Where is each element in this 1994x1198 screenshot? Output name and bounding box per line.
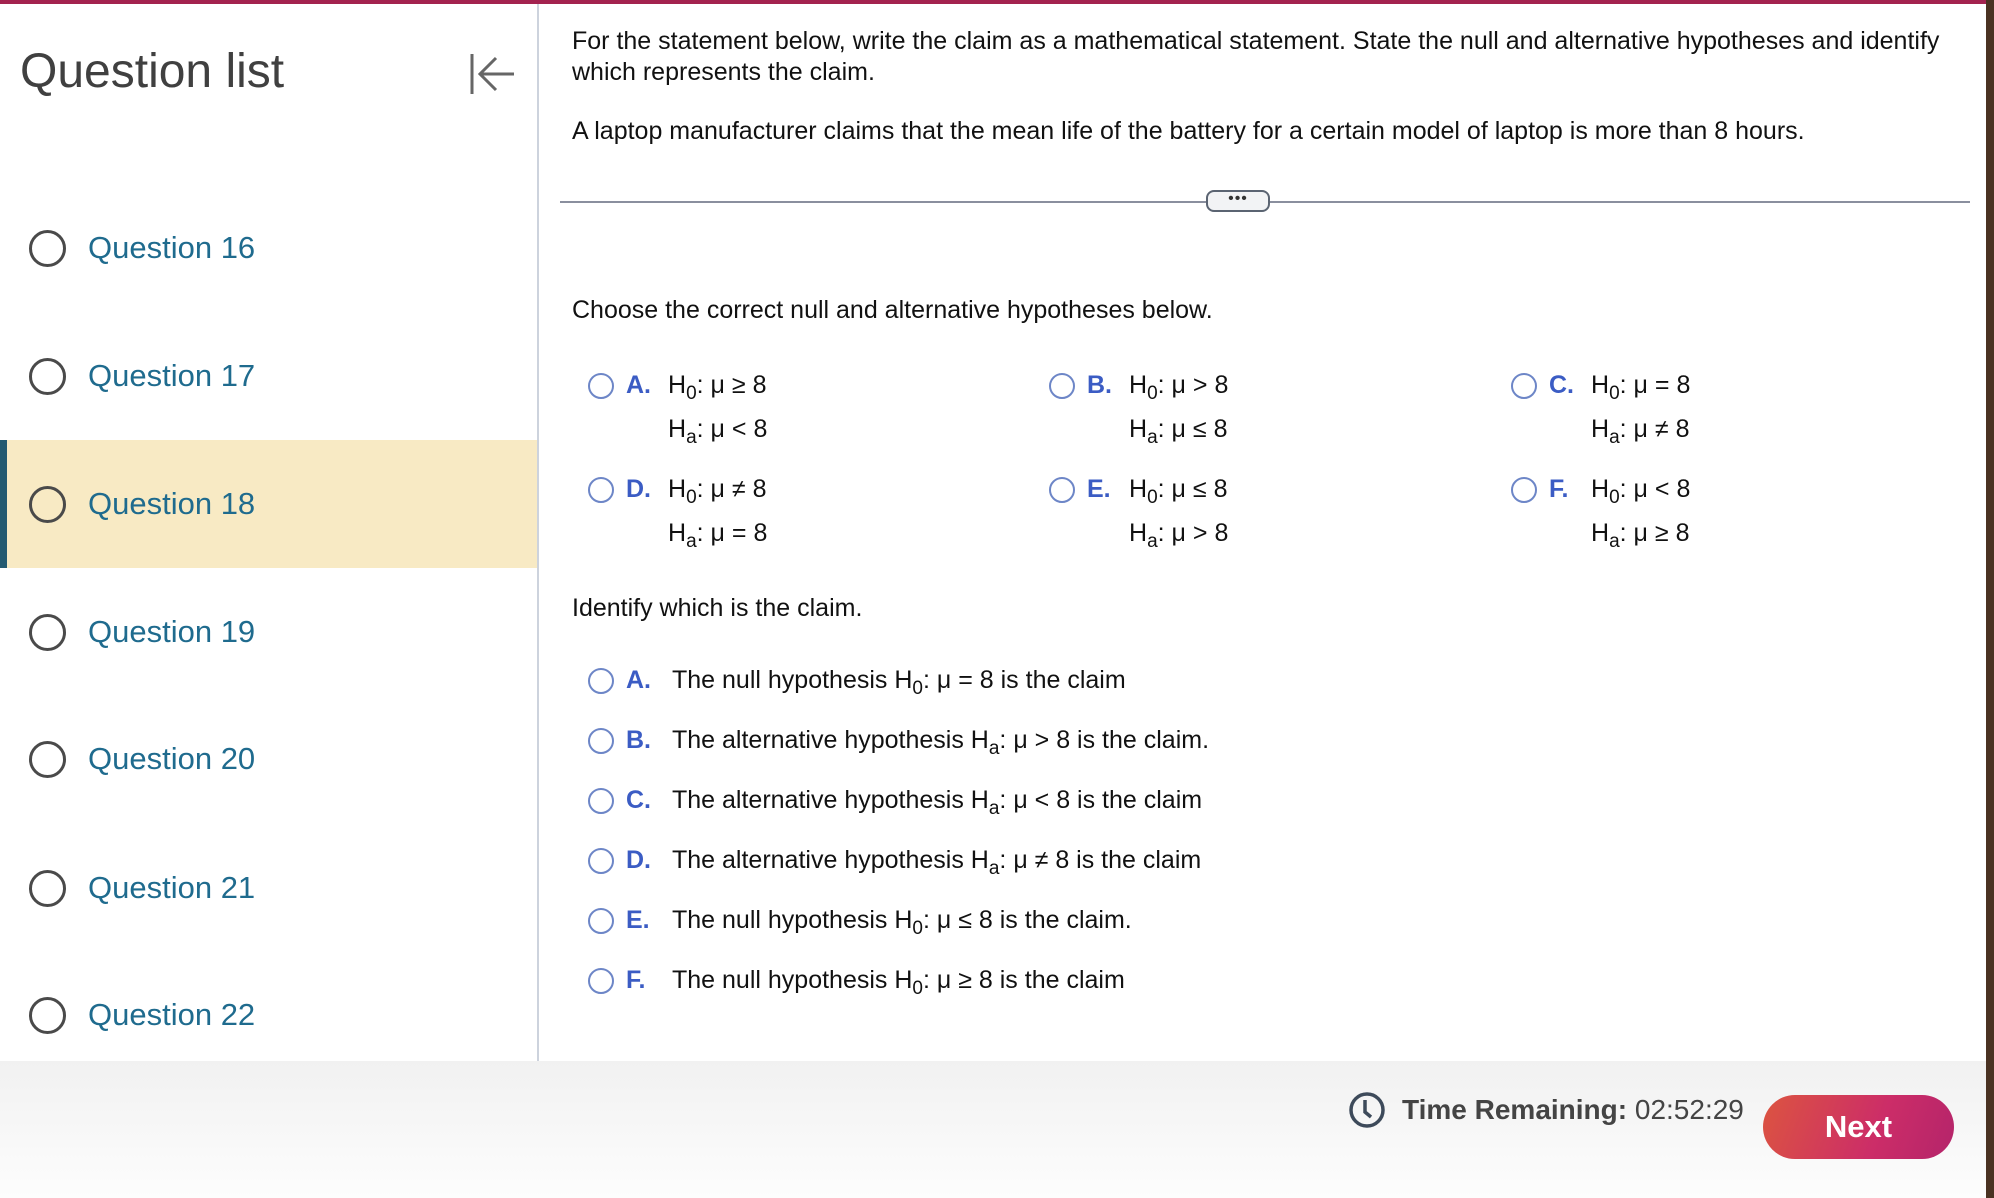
part1-prompt: Choose the correct null and alternative hypotheses below. (572, 296, 1213, 324)
radio-button[interactable] (1511, 477, 1537, 503)
option-letter: A. (626, 666, 651, 694)
radio-button[interactable] (1049, 373, 1075, 399)
radio-button[interactable] (588, 477, 614, 503)
sidebar-title: Question list (20, 45, 285, 98)
hypothesis-pair: $H_0$: μ > 8 $H_a$: μ ≤ 8 (1129, 371, 1229, 448)
alt-hypothesis: μ = 8 (710, 519, 768, 547)
option-letter: E. (1087, 475, 1111, 503)
claim-text (672, 906, 1132, 940)
claim-option-f[interactable] (588, 966, 1125, 1000)
question-label: Question 21 (88, 870, 256, 905)
option-letter: C. (626, 786, 651, 814)
radio-button[interactable] (588, 848, 614, 874)
claim-text-sub: 0 (912, 978, 923, 999)
claim-option-e[interactable] (588, 906, 1132, 940)
option-letter: B. (1087, 371, 1112, 399)
hypothesis-option-c[interactable] (1511, 371, 1690, 459)
claim-text (672, 666, 1126, 700)
claim-text (672, 966, 1125, 1000)
null-hypothesis: μ = 8 (1633, 371, 1691, 399)
question-label: Question 22 (88, 997, 256, 1032)
status-circle-icon (29, 358, 66, 395)
part2-prompt: Identify which is the claim. (572, 594, 863, 622)
status-circle-icon (29, 230, 66, 267)
question-label: Question 19 (88, 614, 256, 649)
claim-text-sub: 0 (912, 918, 923, 939)
hypothesis-option-d[interactable] (588, 475, 767, 563)
time-value: 02:52:29 (1634, 1094, 1744, 1125)
question-item-22[interactable] (0, 951, 537, 1061)
option-letter: E. (626, 906, 650, 934)
claim-text-sub: 0 (912, 678, 923, 699)
claim-text-post: : μ ≠ 8 is the claim (999, 846, 1202, 874)
question-statement: A laptop manufacturer claims that the mean life of the battery for a certain model of laptop is more than 8 hours. (572, 117, 1805, 145)
hypothesis-pair: $H_0$: μ ≠ 8 $H_a$: μ = 8 (668, 475, 768, 552)
time-label: Time Remaining: (1402, 1094, 1628, 1125)
alt-hypothesis: μ ≤ 8 (1171, 415, 1228, 443)
claim-text-pre: The null hypothesis H (672, 966, 913, 994)
question-item-18[interactable] (0, 440, 537, 568)
hypothesis-option-b[interactable] (1049, 371, 1228, 459)
claim-option-c[interactable] (588, 786, 1202, 820)
hypothesis-pair: $H_0$: μ < 8 $H_a$: μ ≥ 8 (1591, 475, 1691, 552)
claim-text (672, 726, 1209, 760)
claim-text-pre: The alternative hypothesis H (672, 846, 989, 874)
status-circle-icon (29, 486, 66, 523)
claim-text-post: : μ = 8 is the claim (922, 666, 1126, 694)
hypothesis-pair: $H_0$: μ = 8 $H_a$: μ ≠ 8 (1591, 371, 1691, 448)
hypothesis-pair: $H_0$: μ ≥ 8 $H_a$: μ < 8 (668, 371, 768, 448)
claim-text-post: : μ > 8 is the claim. (999, 726, 1210, 754)
option-letter: D. (626, 475, 651, 503)
claim-text-sub: a (988, 738, 1000, 759)
option-letter: F. (626, 966, 646, 994)
null-hypothesis: μ < 8 (1633, 475, 1691, 503)
claim-option-b[interactable] (588, 726, 1209, 760)
window-edge (1986, 0, 1994, 1198)
alt-hypothesis: μ > 8 (1171, 519, 1229, 547)
claim-text-sub: a (988, 798, 1000, 819)
footer-bar (0, 1061, 1986, 1198)
option-letter: B. (626, 726, 651, 754)
null-hypothesis: μ ≤ 8 (1171, 475, 1228, 503)
alt-hypothesis: μ < 8 (710, 415, 768, 443)
status-circle-icon (29, 614, 66, 651)
alt-hypothesis: μ ≥ 8 (1633, 519, 1690, 547)
claim-text-pre: The alternative hypothesis H (672, 726, 989, 754)
radio-button[interactable] (588, 908, 614, 934)
alt-hypothesis: μ ≠ 8 (1633, 415, 1690, 443)
null-hypothesis: μ ≥ 8 (710, 371, 767, 399)
next-button[interactable]: Next (1763, 1095, 1954, 1159)
hypothesis-option-a[interactable] (588, 371, 767, 459)
claim-text-pre: The null hypothesis H (672, 666, 913, 694)
null-hypothesis: μ ≠ 8 (710, 475, 767, 503)
hypothesis-option-e[interactable] (1049, 475, 1228, 563)
status-circle-icon (29, 997, 66, 1034)
question-list-sidebar (0, 4, 539, 1061)
hypothesis-option-f[interactable] (1511, 475, 1690, 563)
question-label: Question 17 (88, 358, 256, 393)
option-letter: F. (1549, 475, 1569, 503)
collapse-sidebar-icon[interactable] (466, 50, 518, 98)
radio-button[interactable] (588, 373, 614, 399)
question-label: Question 18 (88, 486, 256, 521)
claim-text-pre: The null hypothesis H (672, 906, 913, 934)
question-item-17[interactable] (0, 312, 537, 440)
question-label: Question 16 (88, 230, 256, 265)
claim-text (672, 846, 1201, 880)
radio-button[interactable] (588, 728, 614, 754)
time-remaining (1402, 1094, 1744, 1126)
claim-text (672, 786, 1202, 820)
question-pane (541, 4, 1984, 1061)
radio-button[interactable] (588, 968, 614, 994)
claim-text-pre: The alternative hypothesis H (672, 786, 989, 814)
radio-button[interactable] (588, 668, 614, 694)
radio-button[interactable] (1049, 477, 1075, 503)
claim-option-d[interactable] (588, 846, 1201, 880)
clock-icon (1348, 1091, 1386, 1129)
status-circle-icon (29, 870, 66, 907)
question-instruction: For the statement below, write the claim as a mathematical statement. State the null and alternative hypotheses and identify which represents the claim. (572, 27, 1940, 86)
claim-text-sub: a (988, 858, 1000, 879)
option-letter: D. (626, 846, 651, 874)
claim-text-post: : μ ≥ 8 is the claim (922, 966, 1125, 994)
radio-button[interactable] (1511, 373, 1537, 399)
hypothesis-pair: $H_0$: μ ≤ 8 $H_a$: μ > 8 (1129, 475, 1229, 552)
option-letter: A. (626, 371, 651, 399)
claim-text-post: : μ ≤ 8 is the claim. (922, 906, 1132, 934)
question-item-16[interactable] (0, 184, 537, 312)
question-item-19[interactable] (0, 568, 537, 696)
claim-text-post: : μ < 8 is the claim (999, 786, 1203, 814)
question-label: Question 20 (88, 741, 256, 776)
claim-option-a[interactable] (588, 666, 1126, 700)
radio-button[interactable] (588, 788, 614, 814)
question-item-21[interactable] (0, 824, 537, 952)
null-hypothesis: μ > 8 (1171, 371, 1229, 399)
status-circle-icon (29, 741, 66, 778)
question-item-20[interactable] (0, 695, 537, 823)
option-letter: C. (1549, 371, 1574, 399)
resize-handle[interactable]: ••• (1206, 190, 1270, 212)
